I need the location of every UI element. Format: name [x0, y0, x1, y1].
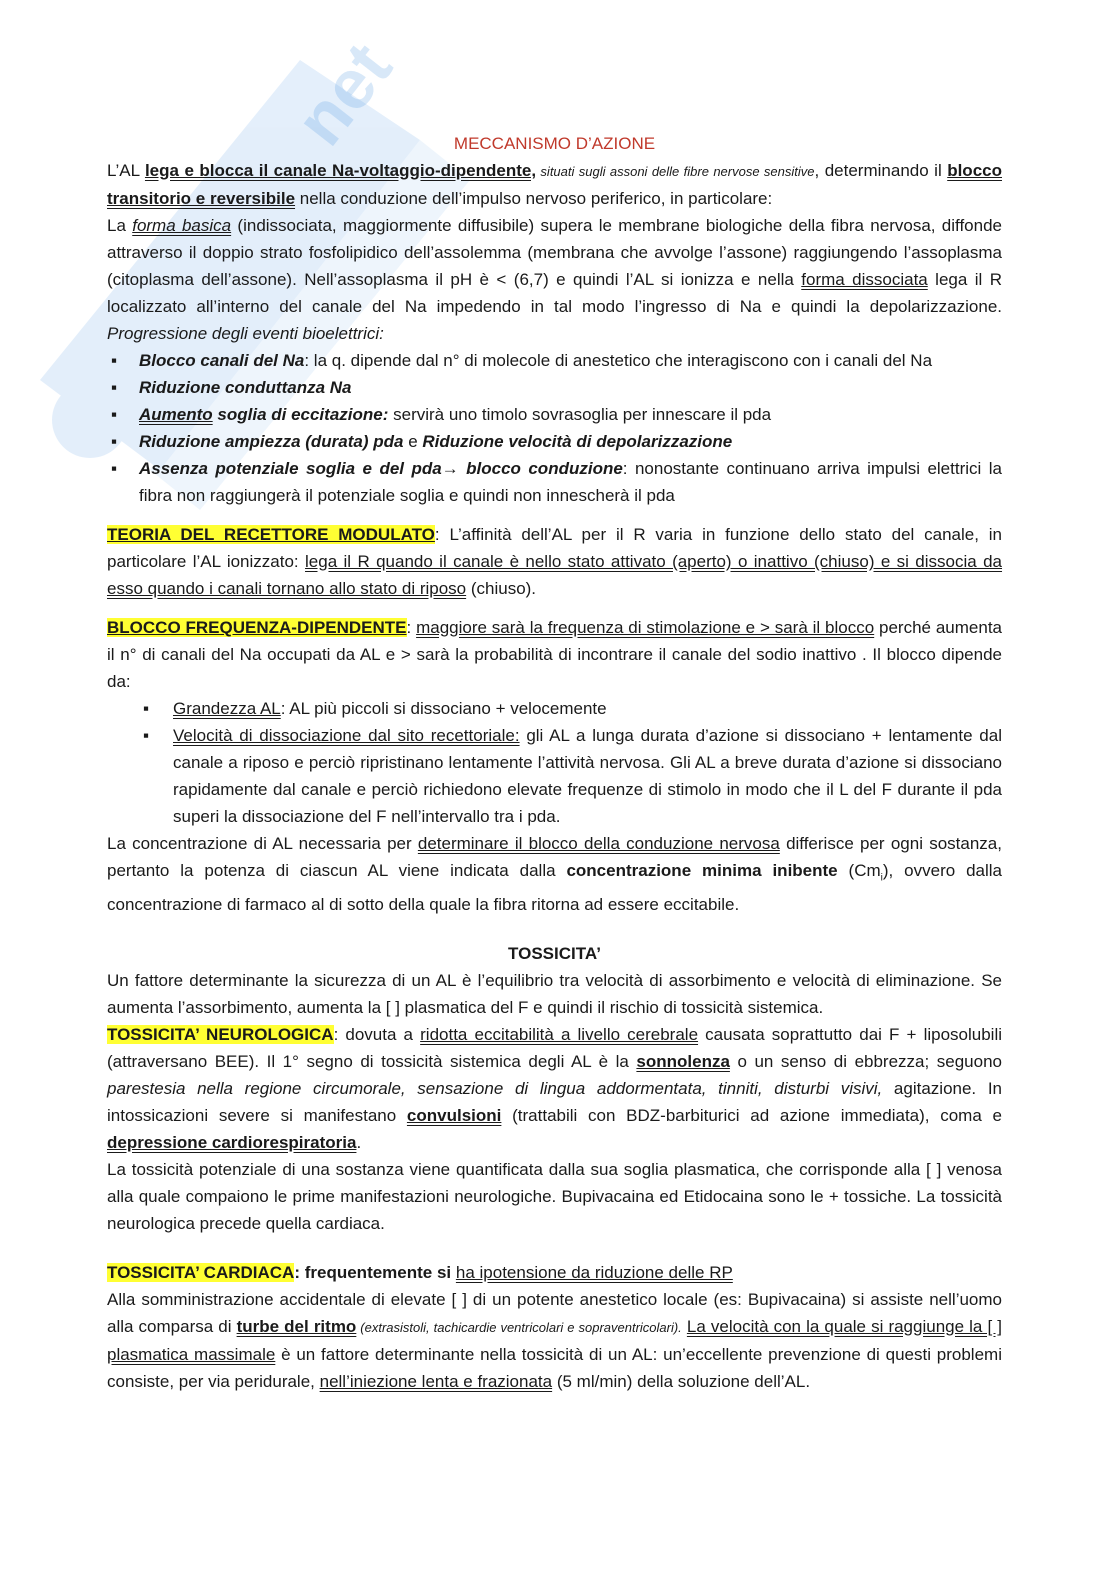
paragraph-tossicita-neurologica: TOSSICITA’ NEUROLOGICA: dovuta a ridotta eccitabilità a livello cerebrale causata soprattutto dai F + liposolubili (attraversano BEE). Il 1° segno di tossicità sistemica degli AL è la sonnolenza o un senso di ebbrezza; seguono parestesia nella regione circumorale, sensazione di lingua addormentata, tinniti, disturbi visivi, agitazione. In intossicazioni severe si manifestano convulsioni (trattabili con BDZ-barbiturici ad azione immediata), coma e depressione cardiorespiratoria.	[107, 1025, 1003, 1153]
list-item: ▪ Assenza potenziale soglia e del pda→ blocco conduzione: nonostante continuano arriva impulsi elettrici la fibra non raggiungerà il potenziale soglia e quindi non innescherà il pda	[139, 455, 1002, 509]
blocco-factors-list	[107, 695, 1002, 830]
document-page	[107, 130, 1002, 1395]
paragraph-meccanismo-intro: L’AL lega e blocca il canale Na-voltaggio-dipendente, situati sugli assoni delle fibre nervose sensitive, determinando il blocco transitorio e reversibile nella conduzione dell’impulso nervoso periferico, in particolare:	[107, 161, 1002, 208]
list-item: ▪ Riduzione conduttanza Na	[139, 374, 1002, 401]
section-title-tossicita: TOSSICITA’	[508, 944, 601, 964]
list-item: ▪ Velocità di dissociazione dal sito recettoriale: gli AL a lunga durata d’azione si dissociano + lentamente dal canale a riposo e perciò ripristinano lentamente l’attività nervosa. Gli AL a breve durata d’azione si dissociano rapidamente dal canale e perciò richiedono elevate frequenze di stimolo in modo che il L del F durante il pda superi la dissociazione del F nell’intervallo tra i pda.	[173, 722, 1002, 830]
section-title-meccanismo: MECCANISMO D’AZIONE	[453, 134, 656, 153]
paragraph-teoria-recettore: TEORIA DEL RECETTORE MODULATO: L’affinità dell’AL per il R varia in funzione dello stato del canale, in particolare l’AL ionizzato: lega il R quando il canale è nello stato attivato (aperto) o inattivo (chiuso) e si dissocia da esso quando i canali tornano allo stato di riposo (chiuso).	[107, 525, 1003, 598]
paragraph-tossicita-cardiaca: TOSSICITA’ CARDIACA: frequentemente si ha ipotensione da riduzione delle RP	[107, 1263, 733, 1283]
list-item: ▪ Aumento soglia di eccitazione: servirà uno timolo sovrasoglia per innescare il pda	[139, 401, 1002, 428]
bioelectric-events-list	[107, 347, 1002, 509]
list-item: ▪ Blocco canali del Na: la q. dipende dal n° di molecole di anestetico che interagiscono con i canali del Na	[139, 347, 1002, 374]
paragraph-concentrazione: La concentrazione di AL necessaria per determinare il blocco della conduzione nervosa differisce per ogni sostanza, pertanto la potenza di ciascun AL viene indicata dalla concentrazione minima inibente $(Cm_i)$, ovvero dalla concentrazione di farmaco al di sotto della quale la fibra ritorna ad essere eccitabile.	[107, 834, 1002, 915]
list-item: ▪ Grandezza AL: AL più piccoli si dissociano + velocemente	[173, 695, 1002, 722]
paragraph-soglia-plasmatica: La tossicità potenziale di una sostanza viene quantificata dalla sua soglia plasmatica, che corrisponde alla [ ] venosa alla quale compaiono le prime manifestazioni neurologiche. Bupivacaina ed Etidocaina sono le + tossiche. La tossicità neurologica precede quella cardiaca.	[107, 1160, 1002, 1234]
list-item: ▪ Riduzione ampiezza (durata) pda e Riduzione velocità di depolarizzazione	[139, 428, 1002, 455]
paragraph-turbe-ritmo: Alla somministrazione accidentale di elevate [ ] di un potente anestetico locale (es: Bupivacaina) si assiste nell’uomo alla comparsa di turbe del ritmo (extrasistoli, tachicardie ventricolari e sopraventricolari). La velocità con la quale si raggiunge la [ ] plasmatica massimale è un fattore determinante nella tossicità di un AL: un’eccellente prevenzione di questi problemi consiste, per via peridurale, nell’iniezione lenta e frazionata (5 ml/min) della soluzione dell’AL.	[107, 1290, 1002, 1392]
paragraph-forma-basica: La forma basica (indissociata, maggiormente diffusibile) supera le membrane biologiche della fibra nervosa, diffonde attraverso il doppio strato fosfolipidico dell’assolemma (membrana che avvolge l’assone) raggiungendo l’assoplasma (citoplasma dell’assone). Nell’assoplasma il pH è < (6,7) e quindi l’AL si ionizza e nella forma dissociata lega il R localizzato all’interno del canale del Na impedendo in tal modo l’ingresso di Na e quindi la depolarizzazione. Progressione degli eventi bioelettrici:	[107, 216, 1002, 343]
paragraph-tossicita-intro: Un fattore determinante la sicurezza di un AL è l’equilibrio tra velocità di assorbimento e velocità di eliminazione. Se aumenta l’assorbimento, aumenta la [ ] plasmatica del F e quindi il rischio di tossicità sistemica.	[107, 971, 1002, 1018]
watermark-text: net	[280, 28, 407, 160]
paragraph-blocco-frequenza: BLOCCO FREQUENZA-DIPENDENTE: maggiore sarà la frequenza di stimolazione e > sarà il blocco perché aumenta il n° di canali del Na occupati da AL e > sarà la probabilità di incontrare il canale del sodio inattivo . Il blocco dipende da:	[107, 618, 1002, 691]
